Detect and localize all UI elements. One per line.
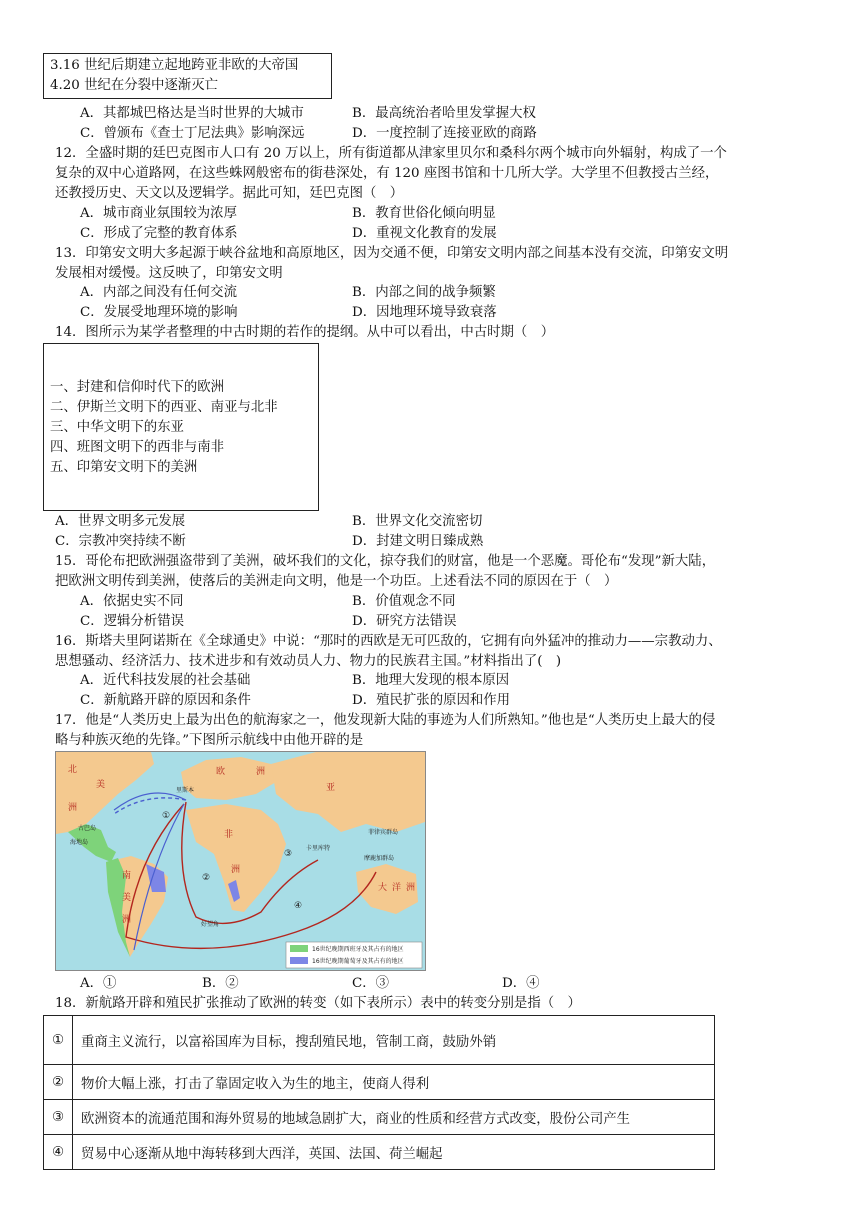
map-label-zhou1: 洲 bbox=[68, 803, 78, 813]
q12-option-c[interactable]: C．形成了完整的教育体系 bbox=[80, 226, 238, 241]
legend-text-portugal: 16世纪晚期葡萄牙及其占有的地区 bbox=[312, 958, 404, 965]
q15-option-b[interactable]: B．价值观念不同 bbox=[352, 594, 456, 609]
q14-outline-item-1: 一、封建和信仰时代下的欧洲 bbox=[50, 380, 225, 395]
q14-outline-item-4: 四、班图文明下的西非与南非 bbox=[50, 440, 225, 455]
map-label-nan: 南 bbox=[122, 871, 132, 881]
q18-row-2-text: 物价大幅上涨，打击了靠固定收入为生的地主，使商人得利 bbox=[73, 1065, 715, 1100]
map-place-lisbon: 里斯本 bbox=[176, 787, 195, 794]
q16-stem-line-1: 16．斯塔夫里阿诺斯在《全球通史》中说：“那时的西欧是无可匹敌的，它拥有向外猛冲的推动力——宗教动力、 bbox=[55, 634, 722, 649]
map-label-mei2: 美 bbox=[122, 893, 132, 903]
q18-table bbox=[43, 1015, 715, 1170]
legend-swatch-spain bbox=[290, 945, 308, 952]
q15-option-d[interactable]: D．研究方法错误 bbox=[352, 614, 457, 629]
q13-stem-line-1: 13．印第安文明大多起源于峡谷盆地和高原地区，因为交通不便，印第安文明内部之间基本没有交流，印第安文明 bbox=[55, 246, 729, 261]
route-label-3: ③ bbox=[284, 849, 293, 859]
map-label-fei: 非 bbox=[224, 830, 234, 840]
map-label-da: 大 bbox=[378, 883, 388, 893]
q14-option-c[interactable]: C．宗教冲突持续不断 bbox=[55, 534, 186, 549]
route-label-2: ② bbox=[202, 873, 211, 883]
q16-option-d[interactable]: D．殖民扩张的原因和作用 bbox=[352, 693, 511, 708]
map-label-zhou2: 洲 bbox=[256, 767, 266, 777]
map-label-yang: 洋 bbox=[392, 883, 402, 893]
table-row bbox=[44, 1135, 715, 1170]
q11-option-b[interactable]: B．最高统治者哈里发掌握大权 bbox=[352, 106, 536, 121]
q18-row-2-num: ② bbox=[44, 1065, 73, 1100]
q17-option-d[interactable]: D．④ bbox=[502, 976, 540, 991]
q14-stem: 14．图所示为某学者整理的中古时期的若作的提纲。从中可以看出，中古时期（ ） bbox=[55, 325, 555, 340]
map-place-moluccas: 摩鹿加群岛 bbox=[364, 855, 395, 862]
q15-stem-line-2: 把欧洲文明传到美洲，使落后的美洲走向文明，他是一个功臣。上述看法不同的原因在于（ ） bbox=[55, 574, 618, 589]
q18-stem: 18．新航路开辟和殖民扩张推动了欧洲的转变（如下表所示）表中的转变分别是指（ ） bbox=[55, 996, 581, 1011]
q16-stem-line-2: 思想骚动、经济活力、技术进步和有效动员人力、物力的民族君主国。”材料指出了( ) bbox=[55, 654, 562, 669]
q17-stem-line-2: 略与种族灭绝的先锋。”下图所示航线中由他开辟的是 bbox=[55, 733, 364, 748]
q12-stem-line-1: 12．全盛时期的廷巴克图市人口有 20 万以上，所有街道都从津家里贝尔和桑科尔两个城市向外辐射，构成了一个 bbox=[55, 146, 727, 161]
map-place-cape: 好望角 bbox=[201, 921, 220, 928]
q12-option-d[interactable]: D．重视文化教育的发展 bbox=[352, 226, 497, 241]
q17-stem-line-1: 17．他是“人类历史上最为出色的航海家之一，他发现新大陆的事迹为人们所熟知。”他也是“人类历史上最大的侵 bbox=[55, 713, 716, 728]
q17-route-map bbox=[55, 751, 426, 971]
q11-option-d[interactable]: D．一度控制了连接亚欧的商路 bbox=[352, 126, 537, 141]
q18-row-3-num: ③ bbox=[44, 1100, 73, 1135]
q12-stem-line-3: 还教授历史、天文以及逻辑学。据此可知，廷巴克图（ ） bbox=[55, 186, 404, 201]
q12-option-b[interactable]: B．教育世俗化倾向明显 bbox=[352, 206, 496, 221]
q16-option-c[interactable]: C．新航路开辟的原因和条件 bbox=[80, 693, 251, 708]
legend-text-spain: 16世纪晚期西班牙及其占有的地区 bbox=[312, 946, 404, 953]
map-place-philippines: 菲律宾群岛 bbox=[368, 829, 399, 836]
top-box-line-2: 4.20 世纪在分裂中逐渐灭亡 bbox=[50, 78, 218, 93]
q14-outline-item-5: 五、印第安文明下的美洲 bbox=[50, 460, 198, 475]
q16-option-b[interactable]: B．地理大发现的根本原因 bbox=[352, 673, 510, 688]
q18-row-1-text: 重商主义流行，以富裕国库为目标，搜刮殖民地，管制工商，鼓励外销 bbox=[73, 1016, 715, 1065]
q13-option-b[interactable]: B．内部之间的战争频繁 bbox=[352, 285, 496, 300]
q18-row-3-text: 欧洲资本的流通范围和海外贸易的地域急剧扩大，商业的性质和经营方式改变，股份公司产生 bbox=[73, 1100, 715, 1135]
q12-stem-line-2: 复杂的双中心道路网，在这些蛛网般密布的街巷深处，有 120 座图书馆和十几所大学。大学里不但教授古兰经， bbox=[55, 166, 719, 181]
q18-row-4-num: ④ bbox=[44, 1135, 73, 1170]
map-place-calicut: 卡里库特 bbox=[306, 845, 331, 852]
map-svg bbox=[56, 752, 425, 970]
map-label-ou: 欧 bbox=[216, 767, 226, 777]
q12-option-a[interactable]: A．城市商业氛围较为浓厚 bbox=[80, 206, 237, 221]
q13-option-d[interactable]: D．因地理环境导致衰落 bbox=[352, 305, 497, 320]
q13-option-a[interactable]: A．内部之间没有任何交流 bbox=[80, 285, 237, 300]
map-label-zhou4: 洲 bbox=[122, 915, 132, 925]
map-place-cuba: 古巴岛 bbox=[78, 825, 97, 832]
q15-stem-line-1: 15．哥伦布把欧洲强盗带到了美洲，破坏我们的文化，掠夺我们的财富，他是一个恶魔。哥伦布“发现”新大陆， bbox=[55, 554, 716, 569]
route-label-4: ④ bbox=[294, 901, 303, 911]
q14-option-b[interactable]: B．世界文化交流密切 bbox=[352, 514, 483, 529]
map-label-ya: 亚 bbox=[326, 783, 336, 793]
q14-outline-item-2: 二、伊斯兰文明下的西亚、南亚与北非 bbox=[50, 400, 278, 415]
route-label-1: ① bbox=[162, 811, 171, 821]
legend-swatch-portugal bbox=[290, 957, 308, 964]
q13-option-c[interactable]: C．发展受地理环境的影响 bbox=[80, 305, 238, 320]
map-label-mei1: 美 bbox=[96, 780, 106, 790]
map-label-north: 北 bbox=[68, 765, 78, 775]
q15-option-c[interactable]: C．逻辑分析错误 bbox=[80, 614, 184, 629]
q17-option-b[interactable]: B．② bbox=[202, 976, 239, 991]
q17-option-c[interactable]: C．③ bbox=[352, 976, 390, 991]
q13-stem-line-2: 发展相对缓慢。这反映了，印第安文明 bbox=[55, 266, 283, 281]
map-label-zhou5: 洲 bbox=[406, 883, 416, 893]
table-row bbox=[44, 1065, 715, 1100]
top-box-line-1: 3.16 世纪后期建立起地跨亚非欧的大帝国 bbox=[50, 58, 299, 73]
q14-option-d[interactable]: D．封建文明日臻成熟 bbox=[352, 534, 484, 549]
map-label-zhou3: 洲 bbox=[231, 865, 241, 875]
table-row bbox=[44, 1016, 715, 1065]
q14-outline-item-3: 三、中华文明下的东亚 bbox=[50, 420, 184, 435]
q17-option-a[interactable]: A．① bbox=[80, 976, 117, 991]
q15-option-a[interactable]: A．依据史实不同 bbox=[80, 594, 184, 609]
q18-row-1-num: ① bbox=[44, 1016, 73, 1065]
q14-option-a[interactable]: A．世界文明多元发展 bbox=[55, 514, 186, 529]
q11-option-a[interactable]: A．其都城巴格达是当时世界的大城市 bbox=[80, 106, 304, 121]
table-row bbox=[44, 1100, 715, 1135]
map-place-haiti: 海地岛 bbox=[70, 839, 89, 846]
q16-option-a[interactable]: A．近代科技发展的社会基础 bbox=[80, 673, 251, 688]
q18-row-4-text: 贸易中心逐渐从地中海转移到大西洋，英国、法国、荷兰崛起 bbox=[73, 1135, 715, 1170]
q11-option-c[interactable]: C．曾颁布《查士丁尼法典》影响深远 bbox=[80, 126, 305, 141]
